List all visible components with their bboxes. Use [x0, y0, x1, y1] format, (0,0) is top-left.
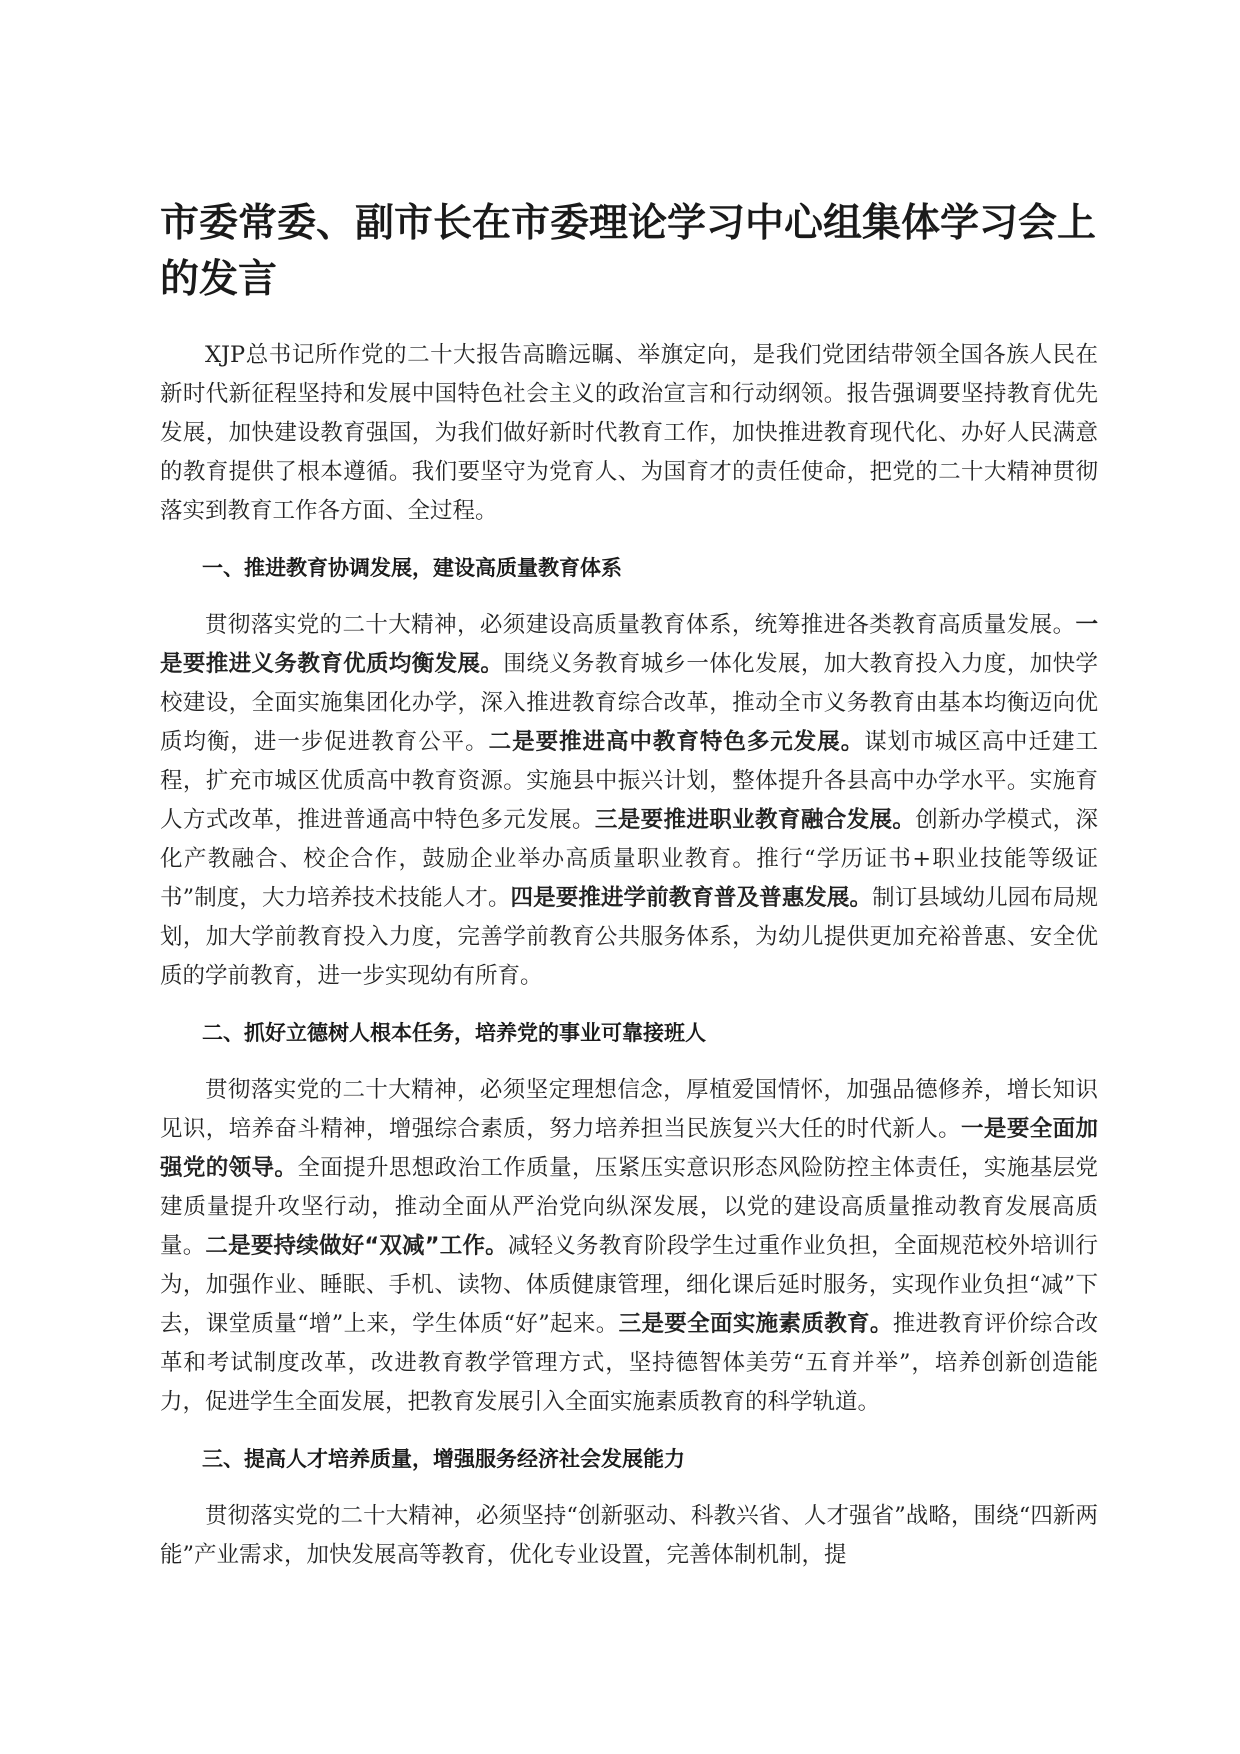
section-heading-3: 三、提高人才培养质量，增强服务经济社会发展能力: [202, 1447, 685, 1471]
point-text: 制订县域幼儿园布局规划，加大学前教育投入力度，完善学前教育公共服务体系，为幼儿提供更加充裕普惠、安全优质的学前教育，进一步实现幼有所育。: [160, 885, 1098, 989]
point-title: 三是要全面实施素质教育。: [618, 1311, 893, 1337]
section-heading-2: 二、抓好立德树人根本任务，培养党的事业可靠接班人: [202, 1021, 706, 1045]
section-1-paragraph: [160, 606, 1098, 996]
point-title: 一是要全面加强党的领导。: [160, 1116, 1098, 1181]
section-lead: 贯彻落实党的二十大精神，必须建设高质量教育体系，统筹推进各类教育高质量发展。: [205, 612, 1076, 638]
point-text: 创新办学模式，深化产教融合、校企合作，鼓励企业举办高质量职业教育。推行“学历证书+职业技能等级证书”制度，大力培养技术技能人才。: [160, 807, 1098, 911]
point-title: 二是要推进高中教育特色多元发展。: [488, 729, 865, 755]
point-text: 围绕义务教育城乡一体化发展，加大教育投入力度，加快学校建设，全面实施集团化办学，深入推进教育综合改革，推动全市义务教育由基本均衡迈向优质均衡，进一步促进教育公平。: [160, 651, 1098, 755]
point-title: 四是要推进学前教育普及普惠发展。: [510, 885, 873, 911]
document-title: 市委常委、副市长在市委理论学习中心组集体学习会上的发言: [160, 201, 1097, 302]
section-heading-1: 一、推进教育协调发展，建设高质量教育体系: [202, 556, 622, 580]
point-text: 谋划市城区高中迁建工程，扩充市城区优质高中教育资源。实施县中振兴计划，整体提升各县高中办学水平。实施育人方式改革，推进普通高中特色多元发展。: [160, 729, 1098, 833]
section-2-paragraph: [160, 1071, 1098, 1422]
point-text: 减轻义务教育阶段学生过重作业负担，全面规范校外培训行为，加强作业、睡眠、手机、读物、体质健康管理，细化课后延时服务，实现作业负担“减”下去，课堂质量“增”上来，学生体质“好”起来。: [160, 1233, 1098, 1337]
point-title: 三是要推进职业教育融合发展。: [594, 807, 916, 833]
point-title: 一是要推进义务教育优质均衡发展。: [160, 612, 1098, 677]
point-text: 全面提升思想政治工作质量，压紧压实意识形态风险防控主体责任，实施基层党建质量提升攻坚行动，推动全面从严治党向纵深发展，以党的建设高质量推动教育发展高质量。: [160, 1155, 1098, 1259]
section-lead: 贯彻落实党的二十大精神，必须坚持“创新驱动、科教兴省、人才强省”战略，围绕“四新两能”产业需求，加快发展高等教育，优化专业设置，完善体制机制，提: [160, 1503, 1098, 1568]
intro-paragraph: XJP总书记所作党的二十大报告高瞻远瞩、举旗定向，是我们党团结带领全国各族人民在新时代新征程坚持和发展中国特色社会主义的政治宣言和行动纲领。报告强调要坚持教育优先发展，加快建设教育强国，为我们做好新时代教育工作，加快推进教育现代化、办好人民满意的教育提供了根本遵循。我们要坚守为党育人、为国育才的责任使命，把党的二十大精神贯彻落实到教育工作各方面、全过程。: [160, 342, 1098, 524]
section-lead: 贯彻落实党的二十大精神，必须坚定理想信念，厚植爱国情怀，加强品德修养，增长知识见识，培养奋斗精神，增强综合素质，努力培养担当民族复兴大任的时代新人。: [160, 1077, 1098, 1142]
section-3-paragraph: [160, 1497, 1098, 1575]
point-title: 二是要持续做好“双减”工作。: [205, 1233, 508, 1259]
document-page: [160, 196, 1098, 1575]
point-text: 推进教育评价综合改革和考试制度改革，改进教育教学管理方式，坚持德智体美劳“五育并举”，培养创新创造能力，促进学生全面发展，把教育发展引入全面实施素质教育的科学轨道。: [160, 1311, 1098, 1415]
